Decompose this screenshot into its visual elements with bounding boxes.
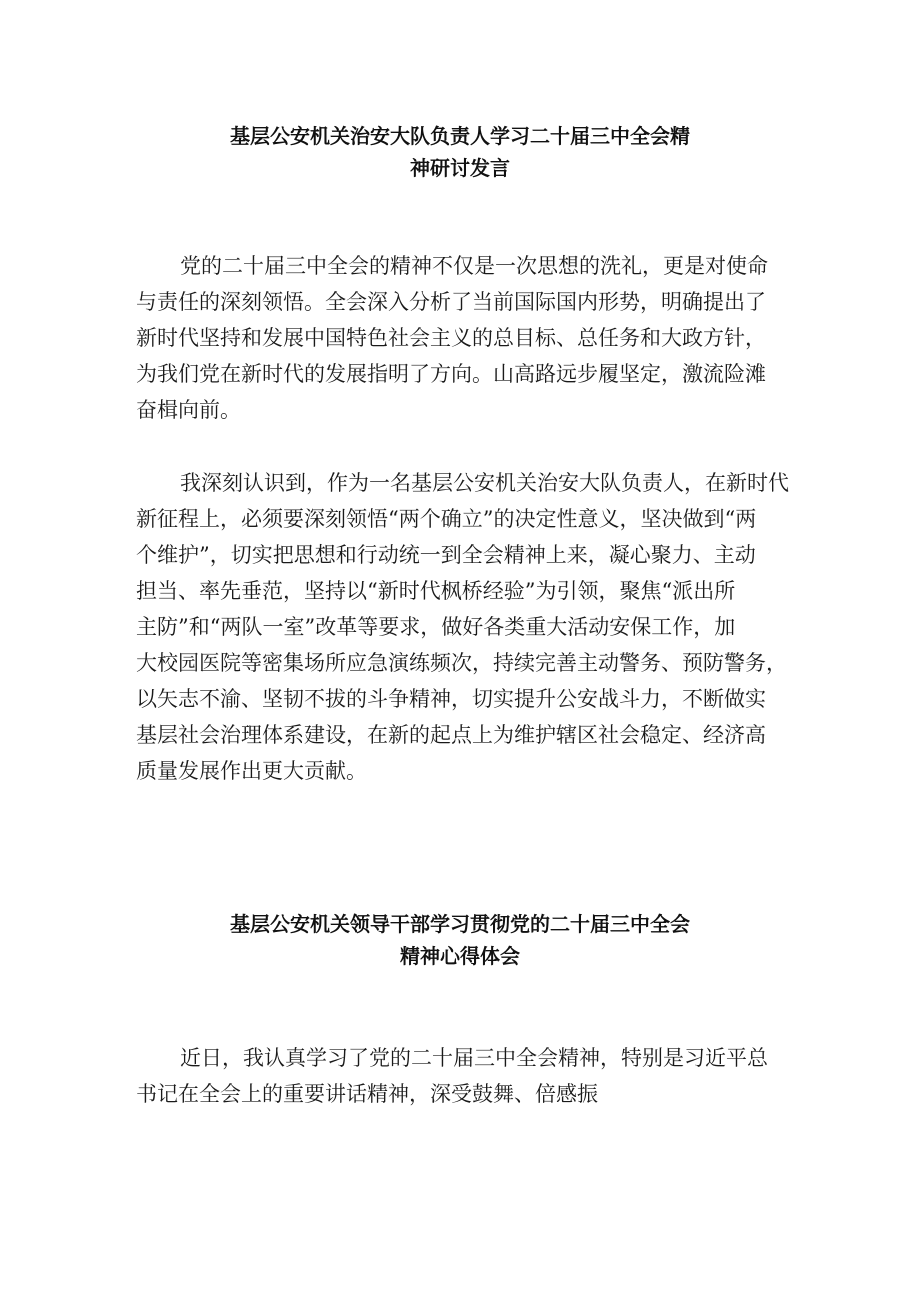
paragraph-line: 奋楫向前。 bbox=[136, 398, 241, 422]
paragraph-line: 新征程上，必须要深刻领悟“两个确立”的决定性意义，坚决做到“两 bbox=[136, 507, 757, 531]
paragraph-line: 为我们党在新时代的发展指明了方向。山高路远步履坚定，激流险滩 bbox=[136, 362, 766, 386]
paragraph-line: 与责任的深刻领悟。全会深入分析了当前国际国内形势，明确提出了 bbox=[136, 290, 766, 314]
paragraph-line: 质量发展作出更大贡献。 bbox=[136, 759, 367, 783]
paragraph-line: 书记在全会上的重要讲话精神，深受鼓舞、倍感振 bbox=[136, 1082, 598, 1106]
paragraph-line: 基层社会治理体系建设，在新的起点上为维护辖区社会稳定、经济高 bbox=[136, 723, 766, 747]
paragraph-line: 担当、率先垂范，坚持以“新时代枫桥经验”为引领，聚焦“派出所 bbox=[136, 579, 736, 603]
paragraph-line: 近日，我认真学习了党的二十届三中全会精神，特别是习近平总 bbox=[180, 1046, 768, 1070]
section2-title bbox=[0, 908, 920, 972]
paragraph-line: 我深刻认识到，作为一名基层公安机关治安大队负责人，在新时代 bbox=[180, 471, 789, 495]
section2-title-line: 精神心得体会 bbox=[400, 944, 520, 968]
paragraph-line: 大校园医院等密集场所应急演练频次，持续完善主动警务、预防警务， bbox=[136, 651, 787, 675]
section2-paragraph-1 bbox=[136, 1040, 792, 1112]
section1-title-line: 基层公安机关治安大队负责人学习二十届三中全会精 bbox=[230, 124, 690, 148]
paragraph-line: 党的二十届三中全会的精神不仅是一次思想的洗礼，更是对使命 bbox=[180, 254, 768, 278]
paragraph-line: 主防”和“两队一室”改革等要求，做好各类重大活动安保工作，加 bbox=[136, 615, 736, 639]
section1-title-line: 神研讨发言 bbox=[410, 156, 510, 180]
section2-title-line: 基层公安机关领导干部学习贯彻党的二十届三中全会 bbox=[230, 912, 690, 936]
section1-paragraph-1 bbox=[136, 248, 792, 428]
section1-title bbox=[0, 120, 920, 184]
paragraph-line: 新时代坚持和发展中国特色社会主义的总目标、总任务和大政方针， bbox=[136, 326, 766, 350]
section1-paragraph-2 bbox=[136, 465, 792, 789]
paragraph-line: 以矢志不渝、坚韧不拔的斗争精神，切实提升公安战斗力，不断做实 bbox=[136, 687, 766, 711]
paragraph-line: 个维护”，切实把思想和行动统一到全会精神上来，凝心聚力、主动 bbox=[136, 543, 756, 567]
